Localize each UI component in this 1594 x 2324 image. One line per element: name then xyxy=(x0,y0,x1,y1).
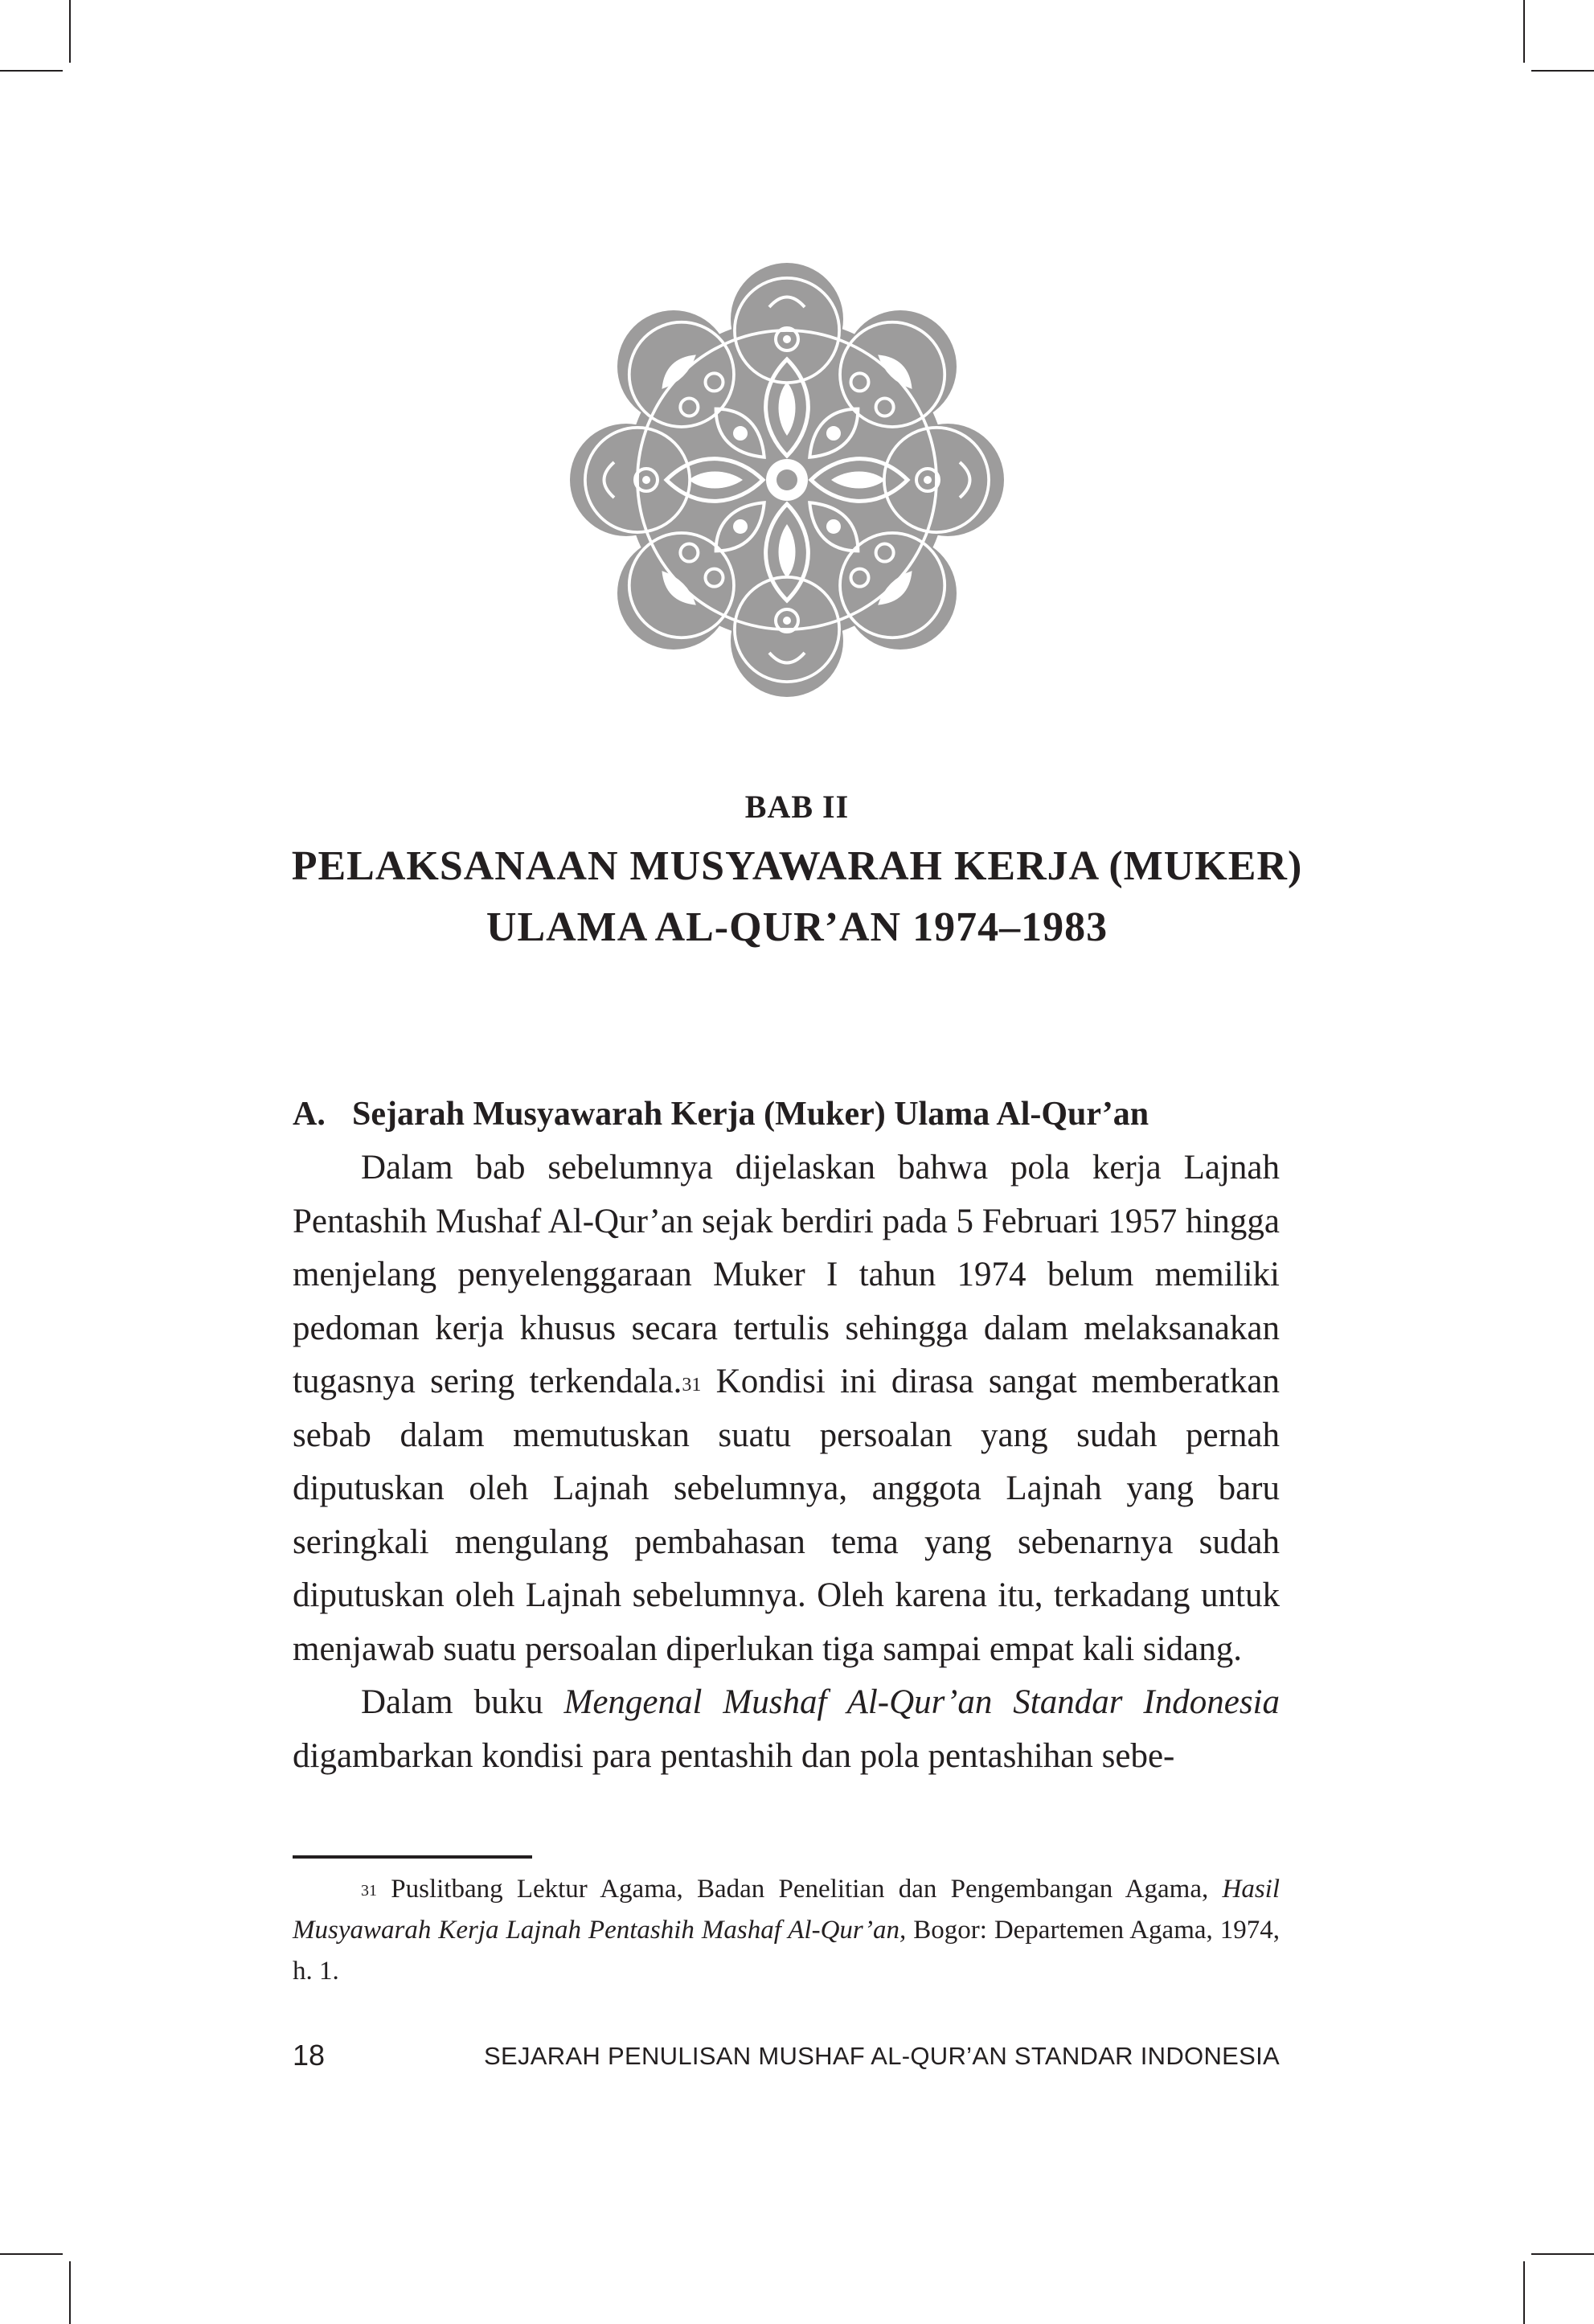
running-footer: SEJARAH PENULISAN MUSHAF AL-QUR’AN STANDAR INDONESIA xyxy=(484,2042,1280,2070)
crop-mark-top-left-h xyxy=(0,70,63,72)
footnote-text: Puslitbang Lektur Agama, Badan Penelitian dan Pengembangan Agama, xyxy=(377,1875,1223,1904)
footnote-rule xyxy=(293,1855,532,1859)
section-title: Sejarah Musyawarah Kerja (Muker) Ulama Al-Qur’an xyxy=(352,1096,1149,1133)
chapter-title xyxy=(0,836,1594,958)
footnote xyxy=(293,1869,1280,1992)
paragraph-1 xyxy=(293,1142,1280,1676)
footnote-text-cont: Bogor: Departemen Agama, 1974, h. 1. xyxy=(293,1916,1280,1986)
crop-mark-top-left-v xyxy=(69,0,71,63)
paragraph-2-text: Dalam buku xyxy=(361,1683,564,1721)
crop-mark-top-right-h xyxy=(1531,70,1594,72)
footnote-number: 31 xyxy=(361,1882,377,1900)
paragraph-1-text-cont: Kondisi ini dirasa sangat memberatkan sebab dalam memutuskan suatu persoalan yang sudah pernah diputuskan oleh Lajnah sebelumnya, anggota Lajnah yang baru seringkali mengulang pembahasan tema yang sebenarnya sudah diputuskan oleh Lajnah sebelumnya. Oleh karena itu, terkadang untuk menjawab suatu persoalan diperlukan tiga sampai empat kali sidang. xyxy=(293,1363,1280,1668)
paragraph-2 xyxy=(293,1676,1280,1783)
crop-mark-top-right-v xyxy=(1523,0,1525,63)
floral-ornament-icon xyxy=(568,261,1006,699)
crop-mark-bottom-left-v xyxy=(69,2261,71,2324)
crop-mark-bottom-right-h xyxy=(1531,2253,1594,2255)
page-number: 18 xyxy=(293,2039,326,2072)
paragraph-1-text: Dalam bab sebelumnya dijelaskan bahwa pola kerja Lajnah Pentashih Mushaf Al-Qur’an sejak berdiri pada 5 Februari 1957 hingga menjelang penyelenggaraan Muker I tahun 1974 belum memiliki pedoman kerja khusus secara tertulis sehingga dalam melaksanakan tugasnya sering terkendala. xyxy=(293,1149,1280,1400)
section-letter: A. xyxy=(293,1096,326,1133)
chapter-label: BAB II xyxy=(744,789,850,825)
paragraph-2-text-cont: digambarkan kondisi para pentashih dan pola pentashihan sebe- xyxy=(293,1736,1175,1775)
crop-mark-bottom-right-v xyxy=(1523,2261,1525,2324)
footnote-italic-title: Hasil Musyawarah Kerja Lajnah Pentashih Mashaf Al-Qur’an, xyxy=(293,1875,1280,1945)
crop-mark-bottom-left-h xyxy=(0,2253,63,2255)
chapter-title-line-1: PELAKSANAAN MUSYAWARAH KERJA (MUKER) xyxy=(291,843,1303,889)
body-text xyxy=(293,1142,1280,1783)
book-title: Mengenal Mushaf Al-Qur’an Standar Indonesia xyxy=(563,1683,1280,1721)
footnote-reference: 31 xyxy=(682,1375,702,1396)
section-heading xyxy=(293,1089,1149,1139)
chapter-title-line-2: ULAMA AL-QUR’AN 1974–1983 xyxy=(486,904,1108,950)
